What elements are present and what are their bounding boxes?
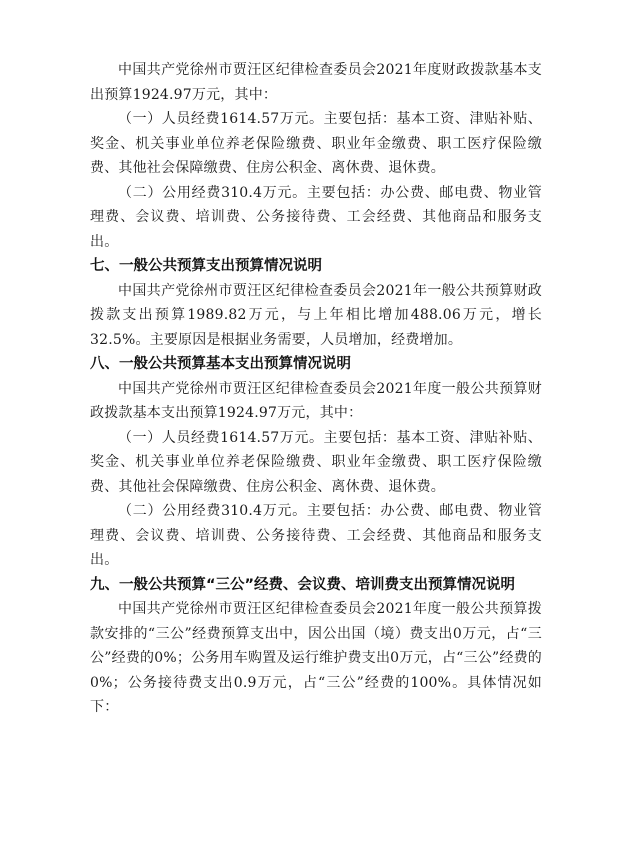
paragraph-basic-expenditure-total: 中国共产党徐州市贾汪区纪律检查委员会2021年度财政拨款基本支出预算1924.97万元，其中： <box>90 62 542 103</box>
document-body <box>90 58 542 720</box>
paragraph-personnel-expenses: （一）人员经费1614.57万元。主要包括：基本工资、津贴补贴、奖金、机关事业单位养老保险缴费、职业年金缴费、职工医疗保险缴费、其他社会保障缴费、住房公积金、离休费、退休费。 <box>90 111 542 176</box>
section-heading-7: 七、一般公共预算支出预算情况说明 <box>90 258 322 274</box>
section-heading-9: 九、一般公共预算“三公”经费、会议费、培训费支出预算情况说明 <box>90 576 516 593</box>
paragraph-general-basic-expenditure-total: 中国共产党徐州市贾汪区纪律检查委员会2021年度一般公共预算财政拨款基本支出预算1924.97万元，其中： <box>90 380 542 421</box>
paragraph-public-expenses-2: （二）公用经费310.4万元。主要包括：办公费、邮电费、物业管理费、会议费、培训费、公务接待费、工会经费、其他商品和服务支出。 <box>90 503 542 568</box>
paragraph-three-public-expenses: 中国共产党徐州市贾汪区纪律检查委员会2021年度一般公共预算拨款安排的“三公”经费预算支出中，因公出国（境）费支出0万元，占“三公”经费的0%；公务用车购置及运行维护费支出0万元，占“三公”经费的0%；公务接待费支出0.9万元，占“三公”经费的100%。具体情况如下： <box>90 601 542 715</box>
paragraph-personnel-expenses-2: （一）人员经费1614.57万元。主要包括：基本工资、津贴补贴、奖金、机关事业单位养老保险缴费、职业年金缴费、职工医疗保险缴费、其他社会保障缴费、住房公积金、离休费、退休费。 <box>90 429 542 495</box>
section-heading-8: 八、一般公共预算基本支出预算情况说明 <box>90 356 351 372</box>
paragraph-public-expenses: （二）公用经费310.4万元。主要包括：办公费、邮电费、物业管理费、会议费、培训费、公务接待费、工会经费、其他商品和服务支出。 <box>90 184 542 250</box>
paragraph-general-budget-expenditure: 中国共产党徐州市贾汪区纪律检查委员会2021年一般公共预算财政拨款支出预算1989.82万元，与上年相比增加488.06万元，增长32.5%。主要原因是根据业务需要，人员增加，经费增加。 <box>90 282 542 348</box>
